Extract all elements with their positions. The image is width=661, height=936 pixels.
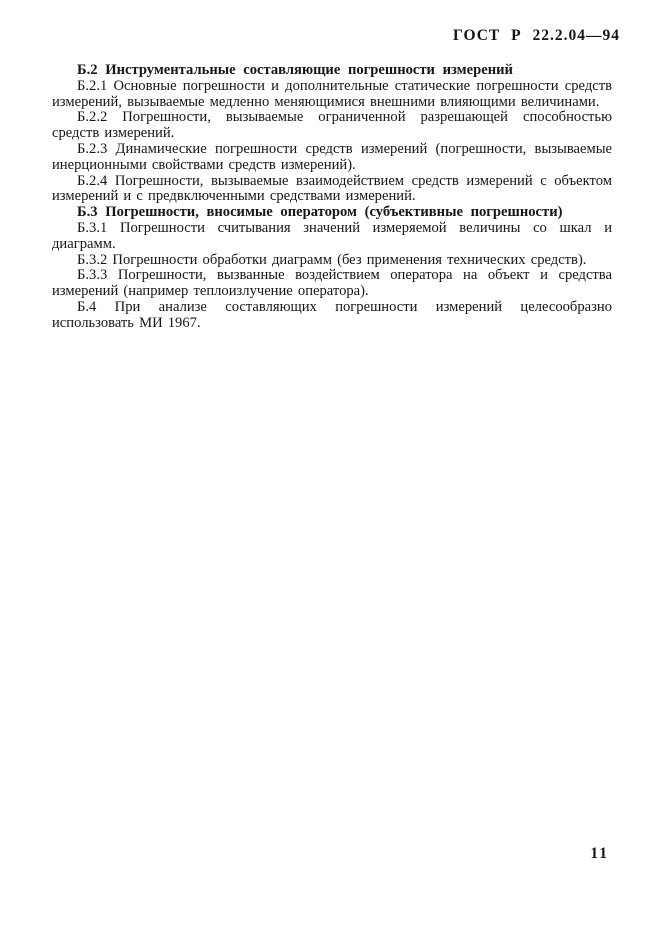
section-heading-b3: Б.3 Погрешности, вносимые оператором (субъективные погрешности) <box>77 204 563 221</box>
standard-code-header: ГОСТ Р 22.2.04—94 <box>453 27 620 44</box>
paragraph-b2-1: Б.2.1 Основные погрешности и дополнительные статические погрешности средств измерений, вызываемые медленно меняющимися внешними влияющими величинами. <box>52 77 612 110</box>
paragraph-b3-2: Б.3.2 Погрешности обработки диаграмм (без применения технических средств). <box>77 251 587 268</box>
paragraph-b2-2: Б.2.2 Погрешности, вызываемые ограниченной разрешающей способностью средств измерений. <box>52 109 612 142</box>
page-number: 11 <box>590 845 609 862</box>
section-heading-b2: Б.2 Инструментальные составляющие погрешности измерений <box>77 62 513 78</box>
document-body <box>52 63 612 332</box>
paragraph-b4: Б.4 При анализе составляющих погрешности измерений целесообразно использовать МИ 1967. <box>52 298 612 331</box>
paragraph-b3-3: Б.3.3 Погрешности, вызванные воздействием оператора на объект и средства измерений (например теплоизлучение оператора). <box>52 267 612 300</box>
paragraph-b2-3: Б.2.3 Динамические погрешности средств измерений (погрешности, вызываемые инерционными свойствами средств измерений). <box>52 140 612 173</box>
paragraph-b3-1: Б.3.1 Погрешности считывания значений измеряемой величины со шкал и диаграмм. <box>52 219 612 252</box>
paragraph-b2-4: Б.2.4 Погрешности, вызываемые взаимодействием средств измерений с объектом измерений и с предвключенными средствами измерений. <box>52 172 612 205</box>
